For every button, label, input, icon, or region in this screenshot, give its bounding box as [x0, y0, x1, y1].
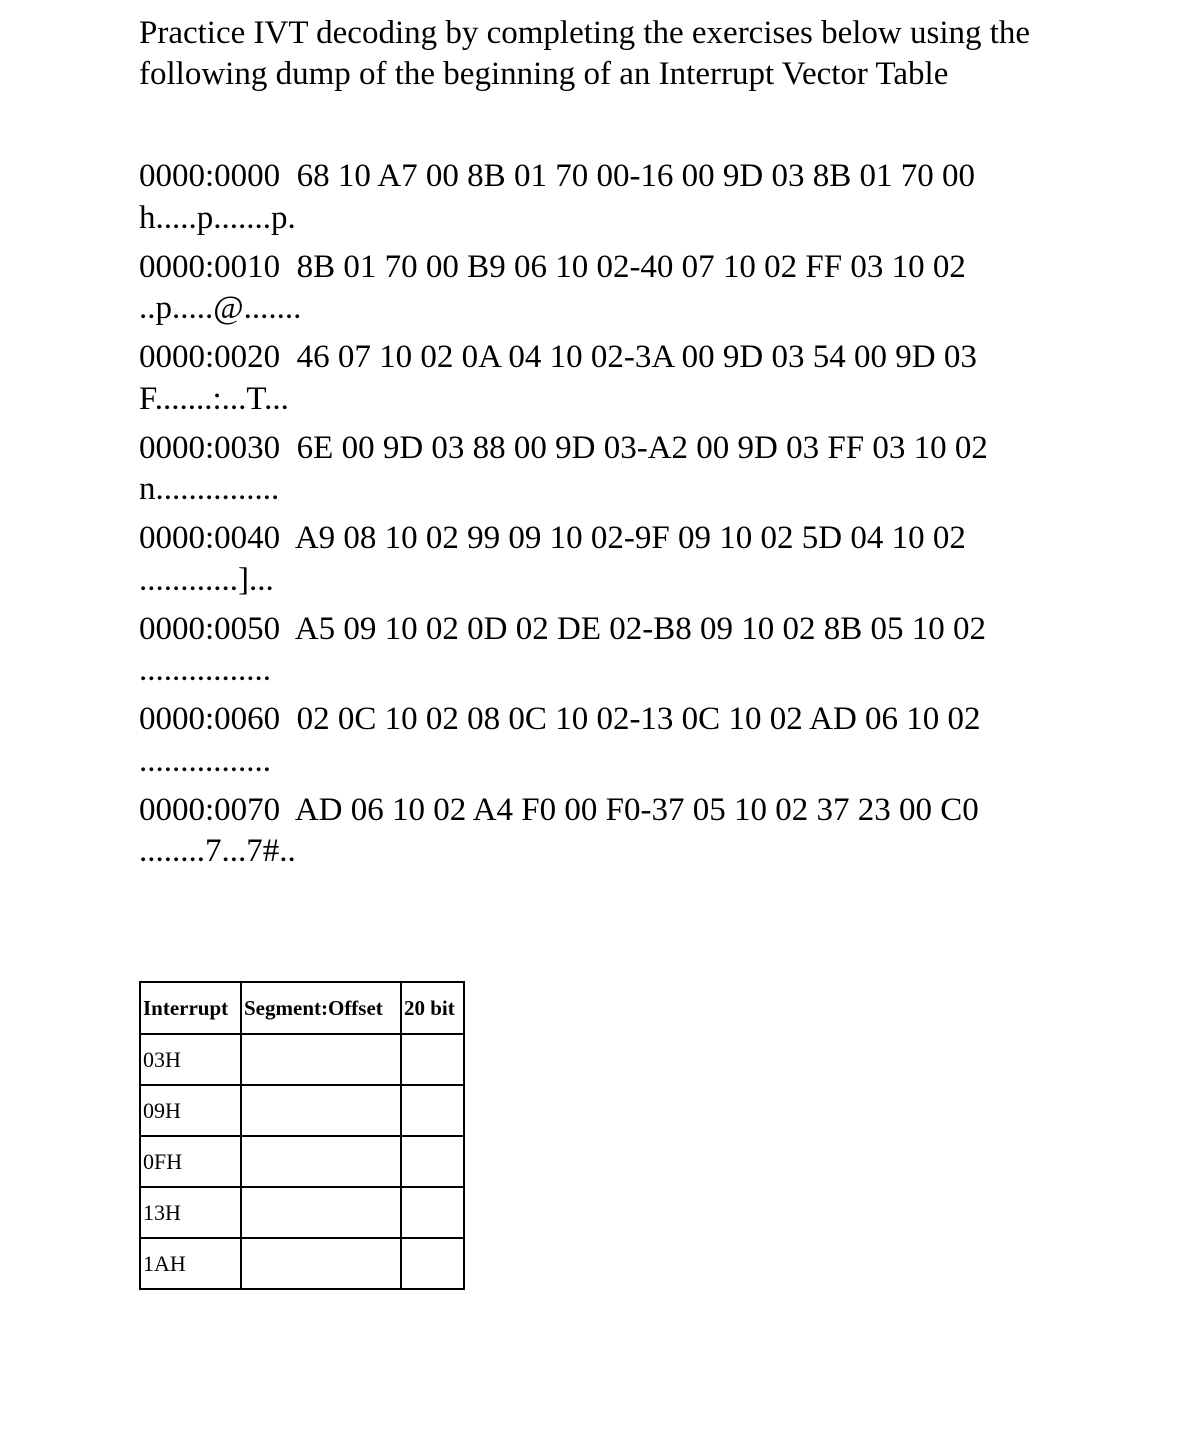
- table-row: [140, 1034, 464, 1085]
- cell-interrupt: 0FH: [140, 1136, 241, 1187]
- cell-segment-offset: [241, 1238, 401, 1289]
- header-20-bit: 20 bit: [401, 982, 464, 1034]
- table-row: [140, 1136, 464, 1187]
- cell-20-bit: [401, 1136, 464, 1187]
- cell-20-bit: [401, 1085, 464, 1136]
- dump-line: 0000:0020 46 07 10 02 0A 04 10 02-3A 00 9D 03 54 00 9D 03 F.......:...T...: [139, 339, 1002, 417]
- document-page: [139, 0, 1039, 880]
- table-row: [140, 1238, 464, 1289]
- cell-segment-offset: [241, 1034, 401, 1085]
- cell-segment-offset: [241, 1136, 401, 1187]
- ivt-dump: [139, 156, 1039, 873]
- cell-20-bit: [401, 1187, 464, 1238]
- cell-segment-offset: [241, 1187, 401, 1238]
- dump-line: 0000:0000 68 10 A7 00 8B 01 70 00-16 00 9D 03 8B 01 70 00 h.....p.......p.: [139, 158, 1000, 236]
- dump-line: 0000:0050 A5 09 10 02 0D 02 DE 02-B8 09 10 02 8B 05 10 02 ................: [139, 610, 1011, 688]
- cell-20-bit: [401, 1034, 464, 1085]
- dump-line: 0000:0070 AD 06 10 02 A4 F0 00 F0-37 05 10 02 37 23 00 C0 ........7...7#..: [139, 791, 1004, 869]
- dump-line: 0000:0060 02 0C 10 02 08 0C 10 02-13 0C 10 02 AD 06 10 02 ................: [139, 701, 1006, 779]
- ivt-exercise-table: [139, 981, 465, 1290]
- dump-line: 0000:0010 8B 01 70 00 B9 06 10 02-40 07 10 02 FF 03 10 02 ..p.....@.......: [139, 248, 991, 326]
- cell-interrupt: 09H: [140, 1085, 241, 1136]
- cell-20-bit: [401, 1238, 464, 1289]
- cell-interrupt: 13H: [140, 1187, 241, 1238]
- table-header-row: [140, 982, 464, 1034]
- cell-interrupt: 03H: [140, 1034, 241, 1085]
- dump-line: 0000:0030 6E 00 9D 03 88 00 9D 03-A2 00 9D 03 FF 03 10 02 n...............: [139, 429, 1013, 507]
- cell-interrupt: 1AH: [140, 1238, 241, 1289]
- cell-segment-offset: [241, 1085, 401, 1136]
- table-row: [140, 1187, 464, 1238]
- intro-paragraph: Practice IVT decoding by completing the exercises below using the following dump of the beginning of an Interrupt Vector Table: [139, 15, 1031, 92]
- header-interrupt: Interrupt: [140, 982, 241, 1034]
- dump-line: 0000:0040 A9 08 10 02 99 09 10 02-9F 09 10 02 5D 04 10 02 ............]...: [139, 520, 991, 598]
- header-segment-offset: Segment:Offset: [241, 982, 401, 1034]
- table-row: [140, 1085, 464, 1136]
